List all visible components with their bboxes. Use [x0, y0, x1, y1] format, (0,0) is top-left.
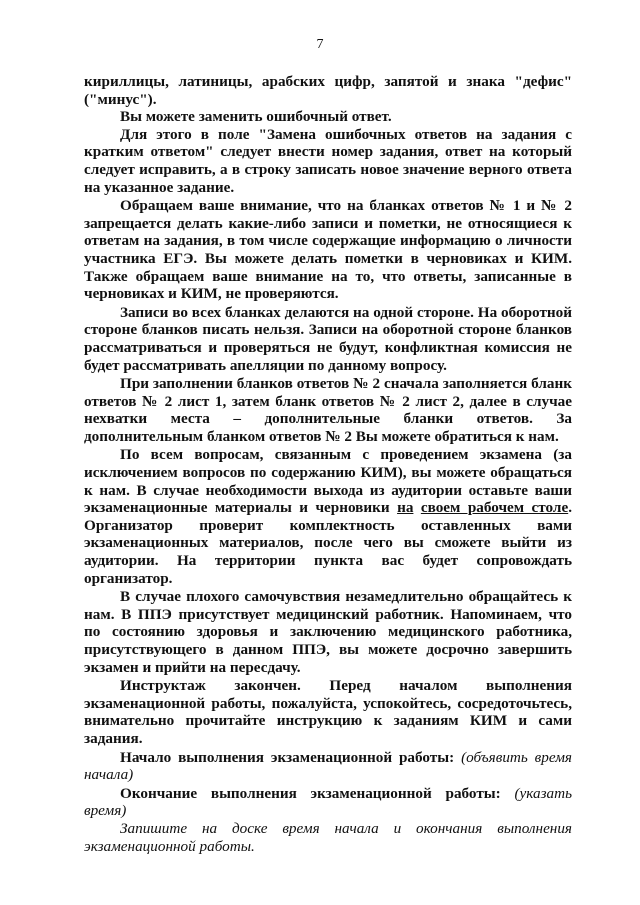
- paragraph-one-side: Записи во всех бланках делаются на одной стороне. На оборотной стороне бланков писать нельзя. Записи на оборотной стороне бланков рассматриваться и проверяться не будут, конфликтная комиссия не будет рассматривать апелляции по данному вопросу.: [84, 303, 572, 374]
- paragraph-no-marks: Обращаем ваше внимание, что на бланках ответов № 1 и № 2 запрещается делать какие-либо записи и пометки, не относящиеся к ответам на задания, в том числе содержащие информацию о личности участника ЕГЭ. Вы можете делать пометки в черновиках и КИМ. Также обращаем ваше внимание на то, что ответы, записанные в черновиках и КИМ, не проверяются.: [84, 197, 572, 303]
- paragraph-start-time: [84, 749, 572, 784]
- paragraph-health: В случае плохого самочувствия незамедлительно обращайтесь к нам. В ППЭ присутствует медицинский работник. Напоминаем, что по состоянию здоровья и заключению медицинского работника, присутствующего в данном ППЭ, вы можете досрочно завершить экзамен и прийти на пересдачу.: [84, 588, 572, 676]
- paragraph-leaving-room-text-b: . Организатор проверит комплектность оставленных вами экзаменационных материалов, после чего вы сможете выйти из аудитории. На территории пункта вас будет сопровождать организатор.: [84, 499, 572, 587]
- start-time-instruction: (объявить время начала): [84, 748, 572, 784]
- underlined-phrase-desk: своем рабочем столе: [420, 499, 569, 517]
- paragraph-board-note: [84, 820, 572, 855]
- paragraph-briefing-over: Инструктаж закончен. Перед началом выполнения экзаменационной работы, пожалуйста, успокойтесь, сосредоточьтесь, внимательно прочитайте инструкцию к заданиям КИМ и сами задания.: [84, 677, 572, 747]
- paragraph-end-time: [84, 785, 572, 820]
- start-time-label: Начало выполнения экзаменационной работы:: [120, 748, 462, 766]
- paragraph-leaving-room: [84, 446, 572, 587]
- paragraph-replace-field: Для этого в поле "Замена ошибочных ответов на задания с кратким ответом" следует внести номер задания, ответ на который следует исправить, а в строку записать новое значение верного ответа на указанное задание.: [84, 125, 572, 196]
- paragraph-leaving-room-text-a: По всем вопросам, связанным с проведением экзамена (за исключением вопросов по содержанию КИМ), вы можете обращаться к нам. В случае необходимости выхода из аудитории оставьте ваши экзаменационные материалы и черновики: [84, 446, 572, 517]
- page-number: 7: [316, 37, 324, 52]
- underlined-word-na: на: [397, 499, 414, 517]
- document-body: [84, 73, 572, 855]
- paragraph-leaving-room-space: [413, 499, 420, 516]
- end-time-label: Окончание выполнения экзаменационной работы:: [120, 784, 515, 802]
- paragraph-fill-order: При заполнении бланков ответов № 2 сначала заполняется бланк ответов № 2 лист 1, затем бланк ответов № 2 лист 2, далее в случае нехватки места – дополнительные бланки ответов. За дополнительным бланком ответов № 2 Вы можете обратиться к нам.: [84, 375, 572, 445]
- board-note-text: Запишите на доске время начала и окончания выполнения экзаменационной работы.: [84, 819, 572, 855]
- paragraph-allowed-characters: кириллицы, латиницы, арабских цифр, запятой и знака "дефис" ("минус").: [84, 73, 572, 108]
- end-time-instruction: (указать время): [84, 784, 572, 820]
- paragraph-replace-answer: Вы можете заменить ошибочный ответ.: [120, 108, 392, 126]
